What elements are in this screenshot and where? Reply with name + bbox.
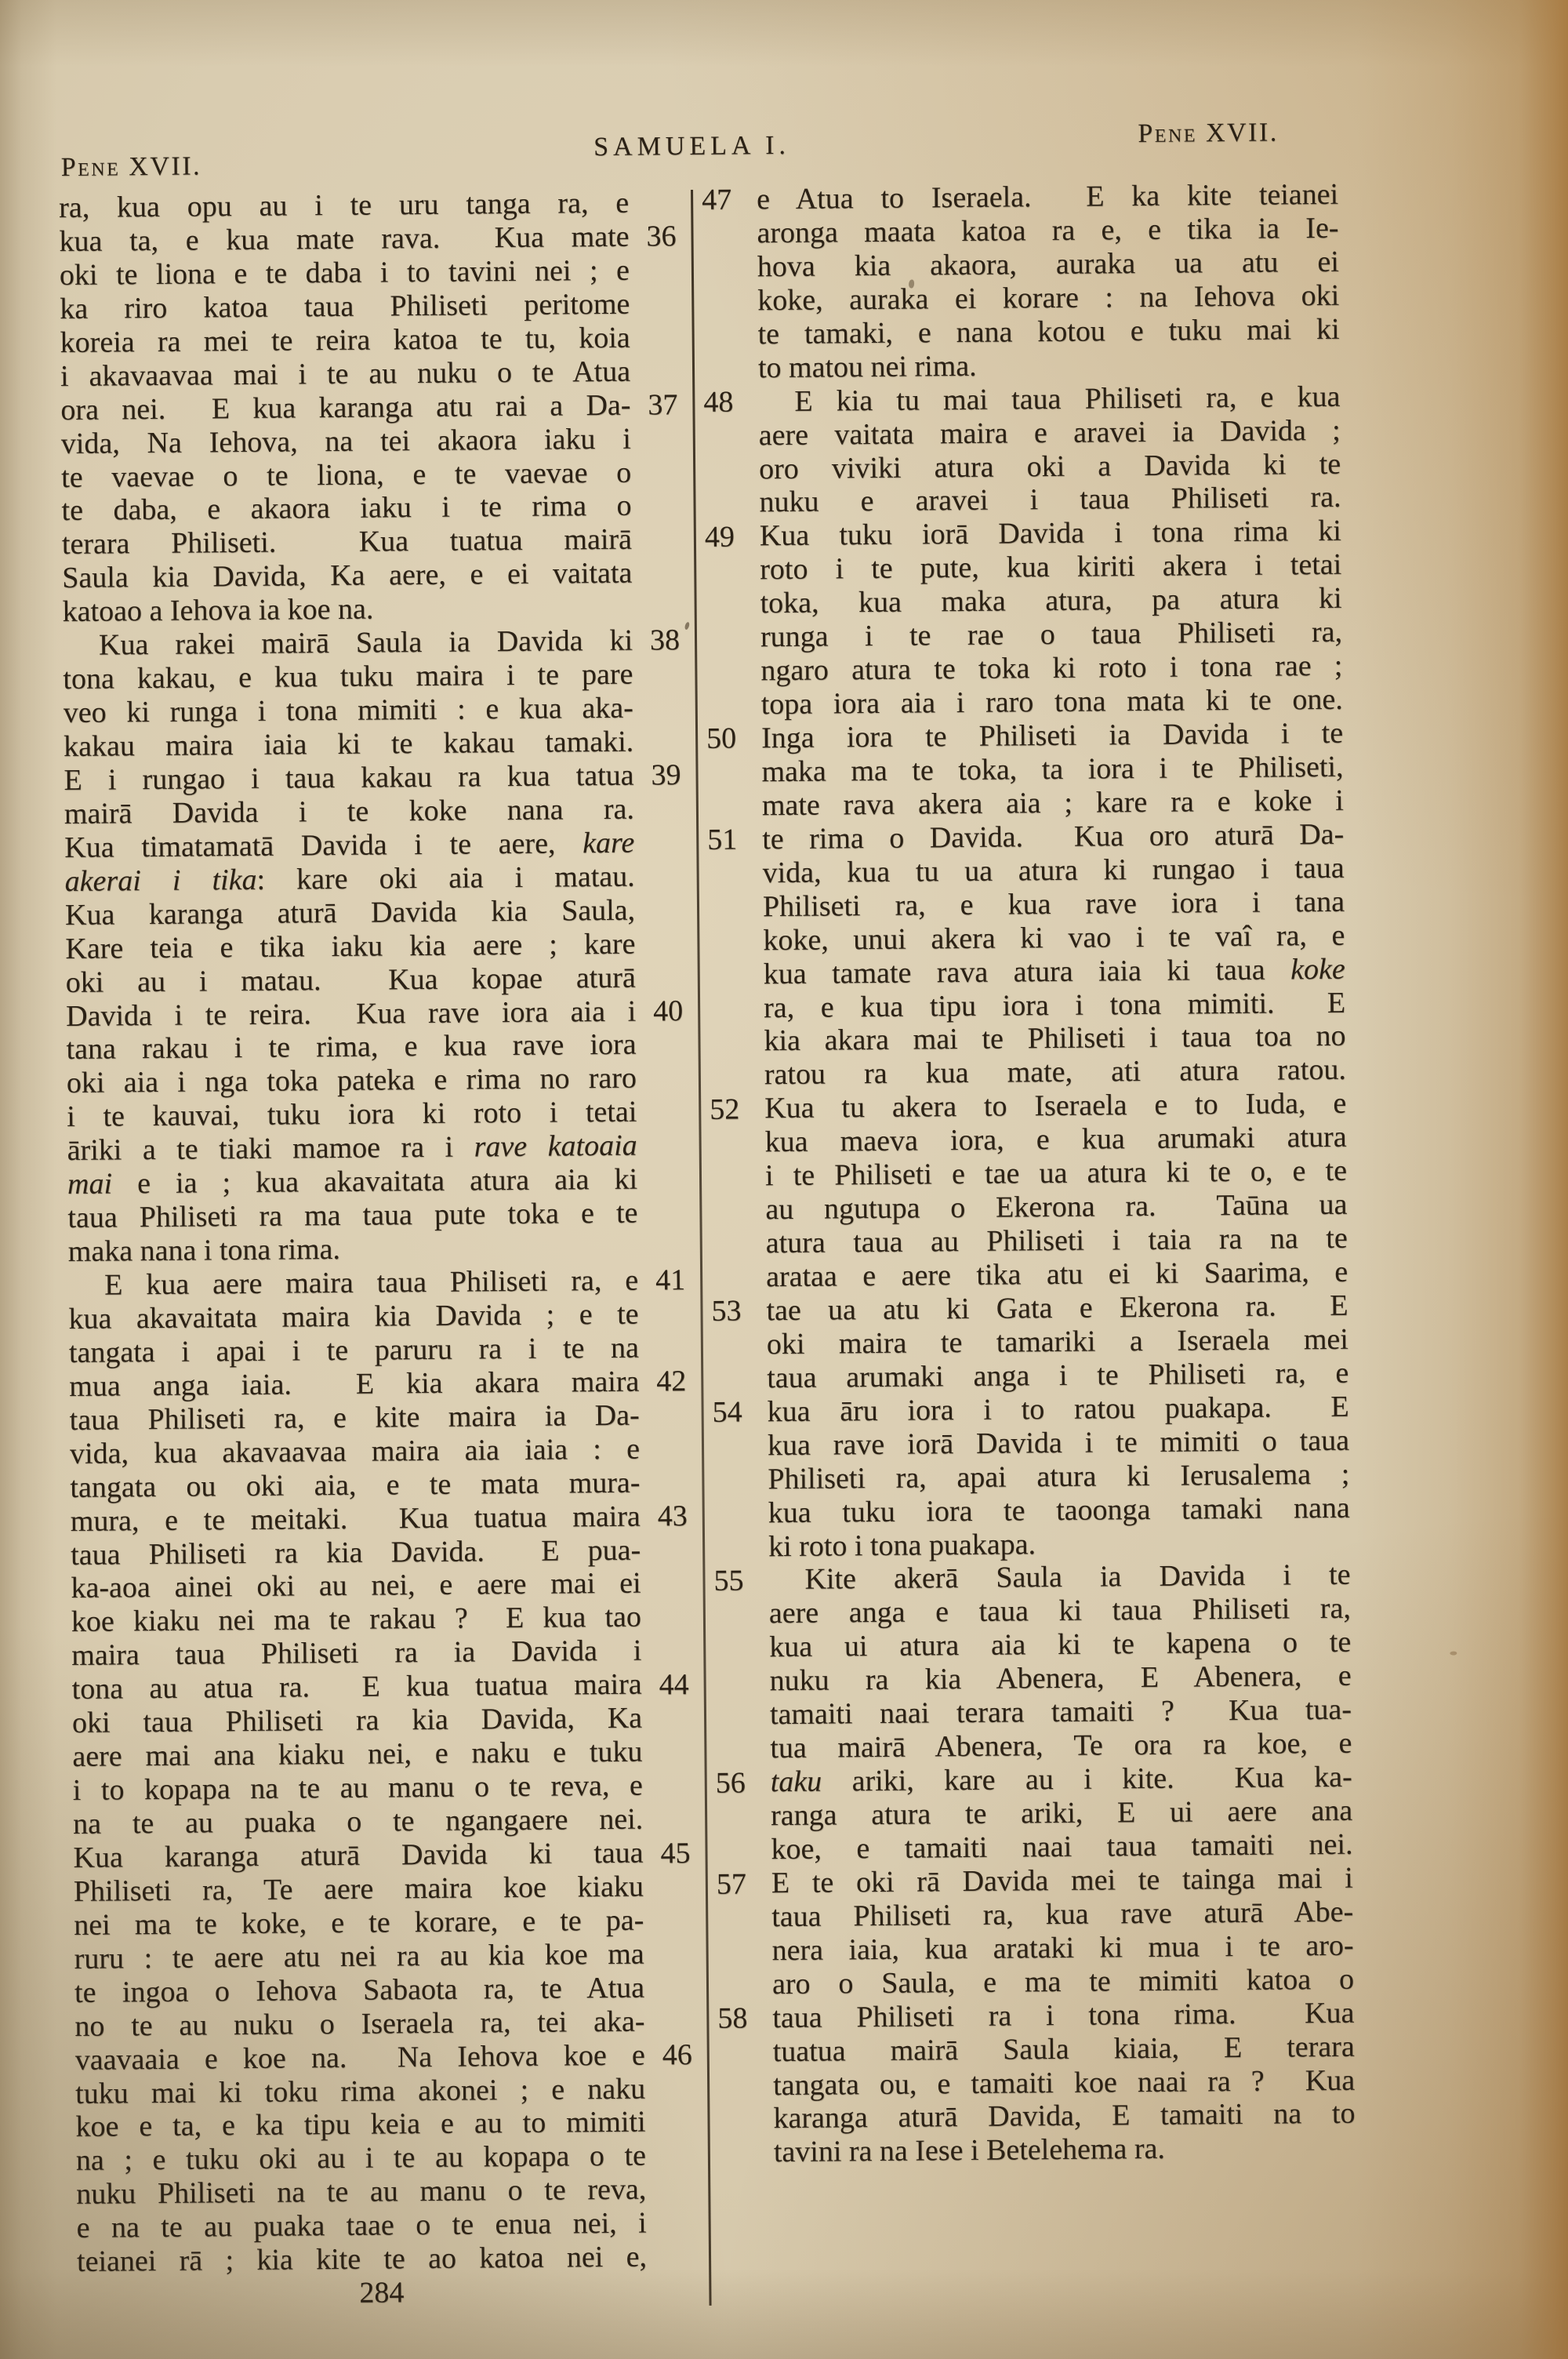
text-line: Kua timatamatā Davida i te aere, kare — [64, 826, 635, 864]
verse-number: 44 — [659, 1667, 689, 1702]
text-line: mairā Davida i te koke nana ra. — [64, 792, 635, 831]
text-line: ra, kua opu au i te uru tanga ra, e — [59, 186, 630, 225]
verse-number: 40 — [652, 994, 684, 1028]
text-line: nuku ra kia Abenera, E Abenera, e — [769, 1659, 1352, 1698]
text-line: taua Philiseti ra i tona rima. Kua — [772, 1996, 1355, 2034]
verse-number: 53 — [711, 1294, 742, 1329]
text-line: mate rava akera aia ; kare ra e koke i — [761, 783, 1345, 823]
text-line: vida, kua tu ua atura ki rungao i taua — [762, 851, 1345, 889]
text-line: tana rakau i te rima, e kua rave iora — [66, 1028, 637, 1067]
verse-number: 43 — [657, 1499, 688, 1533]
text-line: kua ta, e kua mate rava. Kua mate — [59, 220, 630, 258]
text-line: roto i te pute, kua kiriti akera i tetai — [760, 548, 1342, 587]
text-line: aere anga e taua ki taua Philiseti ra, — [768, 1592, 1352, 1630]
text-line: tae ua atu ki Gata e Ekerona ra. E — [766, 1289, 1348, 1328]
text-line: topa iora aia i raro tona mata ki te one. — [760, 682, 1343, 722]
text-line: koe kiaku nei ma te rakau ? E kua tao — [71, 1600, 642, 1639]
text-line: ratou ra kua mate, ati atura ratou. — [764, 1053, 1347, 1092]
text-line: aro o Saula, e ma te mimiti katoa o — [771, 1962, 1355, 2001]
text-line: e na te au puaka taae o te enua nei, i — [76, 2206, 647, 2245]
verse-number: 48 — [703, 385, 734, 419]
text-line: kua maeva iora, e kua arumaki atura — [764, 1120, 1347, 1159]
text-line: Philiseti ra, Te aere maira koe kiaku — [73, 1870, 644, 1908]
text-line: e Atua to Iseraela. E ka kite teianei — [756, 177, 1339, 216]
text-line: atura taua au Philiseti i taia ra na te — [765, 1221, 1348, 1260]
verse-number: 57 — [716, 1866, 747, 1901]
text-line: no te au nuku o Iseraela ra, tei aka- — [74, 2005, 645, 2043]
text-line: ka riro katoa taua Philiseti peritome — [60, 287, 630, 325]
text-line: kua tamate rava atura iaia ki taua koke — [763, 952, 1345, 990]
text-line: maka nana i tona rima. — [67, 1233, 341, 1269]
text-line: aronga maata katoa ra e, e tika ia Ie- — [757, 211, 1339, 250]
text-line: to matou nei rima. — [757, 349, 977, 384]
text-line: oki taua Philiseti ra kia Davida, Ka — [71, 1701, 643, 1740]
text-line: oki aia i nga toka pateka e rima no raro — [66, 1062, 637, 1100]
text-line: tangata ou, e tamaiti koe naai ra ? Kua — [772, 2063, 1356, 2102]
verse-number: 51 — [707, 823, 738, 856]
text-line: teianei rā ; kia kite te ao katoa nei e, — [76, 2240, 648, 2279]
text-line: vaavaaia e koe na. Na Iehova koe e — [74, 2038, 645, 2077]
text-line: tamaiti naai terara tamaiti ? Kua tua- — [769, 1692, 1352, 1732]
verse-number: 55 — [713, 1564, 744, 1598]
text-line: i to kopapa na te au manu o te reva, e — [72, 1768, 643, 1808]
text-line: te ingoa o Iehova Sabaota ra, te Atua — [74, 1971, 645, 2009]
text-line: nuku e aravei i taua Philiseti ra. — [759, 481, 1341, 519]
text-line: terara Philiseti. Kua tuatua mairā — [61, 523, 633, 562]
text-line: ki roto i tona puakapa. — [768, 1527, 1036, 1563]
text-line: oki te liona e te daba i to tavini nei ; e — [59, 253, 630, 292]
text-line: na ; e tuku oki au i te au kopapa o te — [75, 2139, 647, 2178]
text-line: Kua karanga aturā Davida kia Saula, — [64, 893, 636, 932]
text-line: maka ma te toka, ta iora i te Philiseti, — [761, 750, 1344, 789]
ink-speck — [1450, 1652, 1457, 1656]
text-line: kakau maira iaia ki te kakau tamaki. — [64, 725, 634, 764]
text-line: tuku mai ki toku rima akonei ; e naku — [75, 2072, 646, 2110]
text-line: ranga atura te ariki, E ui aere ana — [770, 1794, 1353, 1833]
text-line: tavini ra na Iese i Betelehema ra. — [773, 2132, 1166, 2169]
text-line: Kua karanga aturā Davida ki taua — [73, 1836, 644, 1874]
text-line: akerai i tika: kare oki aia i matau. — [64, 860, 635, 898]
text-line: te vaevae o te liona, e te vaevae o — [61, 456, 632, 494]
text-line: Philiseti ra, apai atura ki Ierusalema ; — [768, 1457, 1350, 1496]
text-line: maira taua Philiseti ra ia Davida i — [71, 1634, 642, 1673]
text-line: Kare teia e tika iaku kia aere ; kare — [65, 927, 636, 965]
text-line: i akavaavaa mai i te au nuku o te Atua — [60, 354, 631, 393]
verse-number: 38 — [649, 623, 681, 657]
text-line: tangata ou oki aia, e te mata mura- — [70, 1466, 641, 1504]
text-line: ra, e kua tipu iora i tona mimiti. E — [763, 986, 1346, 1024]
text-line: i te kauvai, tuku iora ki roto i tetai — [67, 1095, 637, 1134]
verse-number: 45 — [660, 1836, 691, 1870]
text-line: koke, auraka ei korare : na Iehova oki — [757, 278, 1340, 318]
text-line: koe, e tamaiti naai taua tamaiti nei. — [771, 1827, 1353, 1866]
text-line: taua arumaki anga i te Philiseti ra, e — [767, 1356, 1349, 1395]
verse-number: 54 — [712, 1395, 742, 1429]
text-line: Kite akerā Saula ia Davida i te — [804, 1558, 1351, 1597]
verse-number: 46 — [662, 2038, 692, 2072]
text-line: ka-aoa ainei oki au nei, e aere mai ei — [71, 1567, 641, 1605]
text-line: aere mai ana kiaku nei, e naku e tuku — [72, 1735, 643, 1774]
text-line: te rima o Davida. Kua oro aturā Da- — [762, 817, 1345, 856]
text-line: koreia ra mei te reira katoa te tu, koia — [60, 321, 630, 359]
text-line: Davida i te reira. Kua rave iora aia i — [66, 994, 637, 1033]
left-text-column — [59, 186, 692, 2279]
verse-number: 50 — [706, 722, 737, 756]
text-line: aere vaitata maira e aravei ia Davida ; — [758, 413, 1341, 452]
text-line: ngaro atura te toka ki roto i tona rae ; — [760, 649, 1343, 688]
text-line: kua āru iora i to ratou puakapa. E — [767, 1390, 1349, 1428]
text-line: koe e ta, e ka tipu keia e au to mimiti — [75, 2106, 646, 2144]
verse-number: 58 — [717, 2001, 748, 2036]
text-line: oki au i matau. Kua kopae aturā — [65, 961, 636, 999]
text-line: taua Philiseti ra, kua rave aturā Abe- — [771, 1895, 1354, 1933]
text-line: ruru : te aere atu nei ra au kia koe ma — [74, 1937, 644, 1976]
text-line: koke, unui akera ki vao i te vaî ra, e — [763, 918, 1345, 957]
page-number: 284 — [359, 2276, 405, 2310]
text-line: hova kia akaora, auraka ua atu ei — [757, 245, 1340, 284]
text-line: Saula kia Davida, Ka aere, e ei vaitata — [62, 556, 633, 595]
text-line: mura, e te meitaki. Kua tuatua maira — [70, 1499, 641, 1538]
text-line: katoao a Iehova ia koe na. — [62, 592, 374, 629]
verse-number: 39 — [651, 758, 681, 792]
text-line: āriki a te tiaki mamoe ra i rave katoaia — [67, 1129, 637, 1168]
text-line: i te Philiseti e tae ua atura ki te o, e te — [764, 1154, 1348, 1193]
verse-number: 49 — [704, 520, 735, 554]
text-line: kua ui atura aia ki te kapena o te — [769, 1626, 1352, 1664]
text-line: Philiseti ra, e kua rave iora i tana — [762, 885, 1345, 923]
text-line: Kua tuku iorā Davida i tona rima ki — [759, 514, 1342, 553]
text-line: toka, kua maka atura, pa atura ki — [760, 582, 1342, 620]
text-line: karanga aturā Davida, E tamaiti na to — [773, 2097, 1356, 2135]
text-line: kua rave iorā Davida i te mimiti o taua — [767, 1423, 1350, 1462]
text-line: kua tuku iora te taoonga tamaki nana — [768, 1491, 1350, 1529]
text-line: E kua aere maira taua Philiseti ra, e — [104, 1263, 639, 1302]
verse-number: 47 — [701, 183, 732, 216]
text-line: mai e ia ; kua akavaitata atura aia ki — [67, 1162, 638, 1201]
verse-number: 56 — [715, 1766, 746, 1800]
verse-number: 42 — [656, 1365, 687, 1398]
text-line: au ngutupa o Ekerona ra. Taūna ua — [765, 1187, 1348, 1227]
text-line: oro viviki atura oki a Davida ki te — [758, 447, 1341, 485]
running-head-book-title: SAMUELA I. — [593, 130, 791, 162]
verse-number: 37 — [648, 387, 678, 422]
text-line: runga i te rae o taua Philiseti ra, — [760, 615, 1343, 654]
running-head-chapter-left: Pene XVII. — [60, 151, 202, 183]
text-line: nei ma te koke, e te korare, e te pa- — [74, 1903, 644, 1942]
running-head-chapter-right: Pene XVII. — [1138, 118, 1279, 149]
text-line: tona au atua ra. E kua tuatua maira — [71, 1667, 642, 1707]
text-line: ora nei. E kua karanga atu rai a Da- — [60, 388, 631, 427]
text-line: Kua rakei mairā Saula ia Davida ki — [98, 623, 633, 662]
text-line: Kua tu akera to Iseraela e to Iuda, e — [764, 1087, 1347, 1125]
text-line: tona kakau, e kua tuku maira i te pare — [63, 657, 633, 696]
text-line: E te oki rā Davida mei te tainga mai i — [771, 1861, 1354, 1900]
text-line: vida, Na Iehova, na tei akaora iaku i — [60, 422, 631, 460]
text-line: te daba, e akaora iaku i te rima o — [61, 489, 632, 528]
text-line: nera iaia, kua arataki ki mua i te aro- — [771, 1928, 1354, 1967]
verse-number: 52 — [710, 1092, 740, 1126]
text-line: taua Philiseti ra kia Davida. E pua- — [71, 1533, 641, 1572]
text-line: tua mairā Abenera, Te ora ra koe, e — [770, 1726, 1352, 1765]
text-line: veo ki runga i tona mimiti : e kua aka- — [63, 691, 633, 730]
text-line: taua Philiseti ra ma taua pute toka e te — [67, 1196, 638, 1235]
text-line: E i rungao i taua kakau ra kua tatua — [64, 758, 634, 797]
text-line: arataa e aere tika atu ei ki Saarima, e — [765, 1255, 1348, 1294]
text-line: mua anga iaia. E kia akara maira — [69, 1365, 640, 1403]
text-line: oki maira te tamariki a Iseraela mei — [766, 1322, 1349, 1361]
text-line: tangata i apai i te paruru ra i te na — [68, 1331, 640, 1369]
text-line: vida, kua akavaavaa maira aia iaia : e — [69, 1432, 641, 1470]
column-divider-rule — [691, 190, 712, 2306]
verse-number: 41 — [655, 1263, 686, 1297]
text-line: taku ariki, kare au i kite. Kua ka- — [770, 1760, 1352, 1799]
text-line: kia akara mai te Philiseti i taua toa no — [764, 1020, 1346, 1058]
text-line: na te au puaka o te ngangaere nei. — [73, 1802, 644, 1841]
text-line: Inga iora te Philiseti ia Davida i te — [760, 716, 1344, 755]
text-line: kua akavaitata maira kia Davida ; e te — [68, 1297, 639, 1336]
right-text-column — [701, 177, 1356, 2170]
text-line: nuku Philiseti na te au manu o te reva, — [76, 2172, 647, 2212]
text-line: taua Philiseti ra, e kite maira ia Da- — [69, 1398, 640, 1437]
verse-number: 36 — [646, 220, 677, 253]
text-line: te tamaki, e nana kotou e tuku mai ki — [757, 312, 1340, 351]
text-line: tuatua mairā Saula kiaia, E terara — [772, 2030, 1355, 2068]
text-line: E kia tu mai taua Philiseti ra, e kua — [794, 380, 1341, 418]
